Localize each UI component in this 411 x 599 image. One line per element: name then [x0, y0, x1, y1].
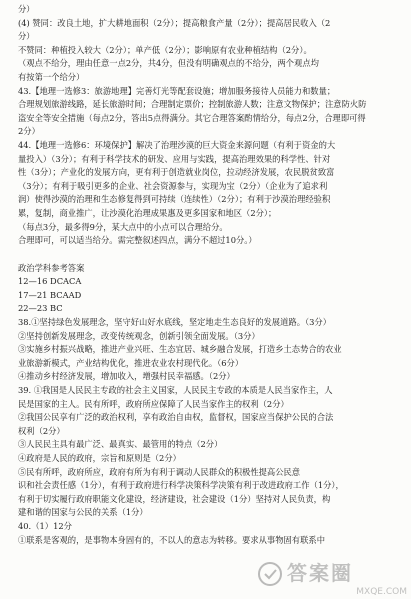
text-line: 有按第一个给分）: [18, 71, 85, 82]
text-line: 2分）: [18, 126, 40, 137]
text-line: 分）: [18, 31, 35, 42]
text-line: 政治学科参考答案: [18, 262, 85, 273]
watermark-url: MXQE.COM: [356, 587, 407, 597]
text-line: 38.①坚持绿色发展理念，坚守好山好水底线，坚定地走生态良好的发展道路。（3分）: [18, 317, 332, 328]
text-line: ④政府是人民的政府，宗旨和原则是（2分）: [18, 453, 181, 463]
text-line: 12—16 DCACA: [18, 276, 82, 287]
text-line: 有利于切实履行政府职能文化建设，经济建设，社会建设（1分）坚持对人民负责，构: [18, 493, 331, 504]
text-line: (4) 赞同：改良土地，扩大耕地面积（2分）；提高粮食产量（2分）；提高居民收入（2: [18, 17, 331, 28]
text-line: 40.（1）12分: [18, 520, 72, 531]
text-line: （观点不给分，理由任意一点2分，共4分，但没有明确观点的不给分，两个观点均: [18, 58, 319, 69]
text-line: 性（3分）；产业化的发展方向，更有利于创造就业岗位，拉动经济发展，农民脱贫致富: [18, 167, 335, 178]
text-line: 17—21 BCAAD: [18, 289, 82, 300]
text-line: ③人民民主具有最广泛、最真实、最管用的特点（2分）: [18, 439, 223, 450]
text-line: ⑤民有所呼，政府所应，政府有所为有利于调动人民群众的积极性提高公民意: [18, 466, 301, 477]
text-line: 业旅游新模式，产业结构优化，推进农业农村现代化。（6分）: [18, 357, 244, 368]
text-line: （3分）；有利于吸引更多的企业、社会资源参与，实现为宝（2分）（企业为了追求利: [18, 180, 328, 191]
text-line: 不赞同：种植投入较大（2分）；单产低（2分）；影响原有农业种植结构（2分）。: [18, 44, 312, 55]
text-line: 合理即可，可以适当给分。需完整叙述四点，满分不超过10分。）: [18, 235, 257, 246]
text-line: 43.【地理一选修3：旅游地理】完善灯光等配套设施；增加服务接待人员能力和数量；: [18, 85, 336, 96]
text-line: ③实施乡村振兴战略，推进产业兴旺、生态宜居、城乡融合发展，打造乡土态势合的农业: [18, 344, 342, 355]
text-line: 合理规划旅游线路，延长旅游时间；合理制定票价；控制旅游人数；注意文物保护；注意防火防: [18, 99, 367, 110]
text-line: ①联系是客观的，是事物本身固有的，不以人的意志为转移。要求从事物固有联系中: [18, 534, 325, 545]
text-line: 39. ①我国是人民民主专政的社会主义国家，人民民主专政的本质是人民当家作主，人: [18, 385, 333, 396]
text-line: 民是国家的主人。民有所呼，政府所应保障了人民当家作主的权利（2分）: [18, 398, 289, 409]
text-line: （每点3分，最多得9分，某大点中的小点可以合理给分。: [18, 221, 228, 232]
watermark-logo-icon: [257, 561, 283, 587]
text-line: [18, 248, 403, 262]
text-line: 盗安全等安全措施（每点2分，答出5点得满分。其它合理答案酌情给分，每点2分，合理即可得: [18, 112, 366, 123]
text-line: 识和社会责任感（1分），有利于政府进行科学决策科学决策有利于改进政府工作（1分），: [18, 480, 344, 491]
text-line: 润）使得沙漠的治理和生态修复得到可持续（连续性）（2分）；有利于沙漠治理经验积: [18, 194, 331, 205]
text-line: ②我国公民享有广泛的政治权利，享有政治自由权，监督权，国家应当保护公民的合法: [18, 412, 334, 423]
text-line: 44.【地理一选修6：环境保护】解决了治理沙漠的巨大资金来源问题（有利于资金的大: [18, 139, 336, 150]
text-line: 累，复制，商业推广，让沙漠化治理成果惠及更多国家和地区（2分）；: [18, 207, 277, 218]
text-line: ④推动乡村经济发展，增加收入，增强村民幸福感。（2分）: [18, 371, 235, 382]
text-line: 22—23 BC: [18, 303, 63, 314]
text-line: 量投入）（3分）；有利于科学技术的研发、应用与实践，提高治理效果的科学性、针对: [18, 153, 331, 164]
text-line: ②坚持创新发展理念，改变传统观念，创新引领全面发展。（3分）: [18, 330, 260, 341]
text-line: 建和谐的国家与公民的关系（1分）: [18, 507, 148, 518]
text-line: 权利（2分）: [18, 425, 65, 436]
text-line: 分）: [18, 4, 35, 14]
watermark-text: 答案圈: [287, 561, 353, 585]
watermark: [257, 557, 407, 597]
